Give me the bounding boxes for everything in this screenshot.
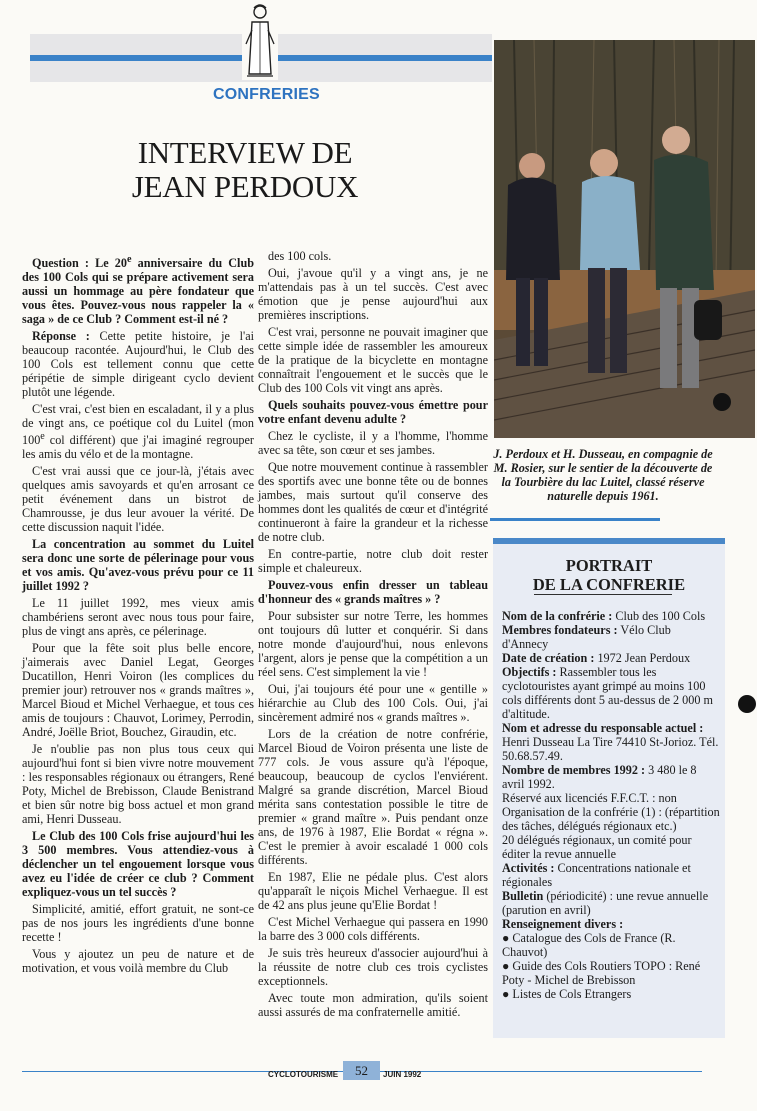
paragraph: La concentration au sommet du Luitel sera donc une sorte de pélerinage pour vous et vos amis. Qu'avez-vous prévu pour ce 11 juillet 1992 ? (22, 537, 254, 594)
margin-registration-dot (738, 695, 756, 713)
paragraph: Avec toute mon admiration, qu'ils soient aussi assurés de ma confraternelle amitié. (258, 991, 488, 1019)
paragraph: Le Club des 100 Cols frise aujourd'hui les 3 500 membres. Vous attendiez-vous à déclencher un tel engouement lorsque vous avez eu l'idée de créer ce club ? Comment expliquez-vous un tel succès ? (22, 829, 254, 900)
portrait-entry: Nombre de membres 1992 : 3 480 le 8 avril 1992. (502, 763, 697, 791)
paragraph: Lors de la création de notre confrérie, Marcel Bioud de Voiron présenta une liste de 777 cols. Je vous assure qu'à l'époque, beaucoup, beaucoup de cyclos l'enviérent. Malgré sa grande discrétion, Marcel Bioud mérita sans contestation possible le titre de premier « grand maître ». Puis pendant onze ans, de 1976 à 1987, Elie Bordat « régna ». C'est le premier à avoir escaladé 1 000 cols différents. (258, 727, 488, 867)
footer-date: JUIN 1992 (383, 1070, 422, 1079)
portrait-entry: Bulletin (périodicité) : une revue annuelle (parution en avril) (502, 889, 709, 917)
portrait-entry: Objectifs : Rassembler tous les cyclotouristes ayant grimpé au moins 100 cols différents dont 5 au-dessus de 2 000 m d'altitude. (502, 665, 713, 721)
caption-rule (490, 518, 660, 521)
paragraph: des 100 cols. (268, 249, 332, 263)
paragraph: Pour que la fête soit plus belle encore, j'aimerais avec Daniel Legat, Georges Ducatillon, Henri Voiron (les complices du premier jour) retrouver nos « grands maîtres », Marcel Bioud et Michel Verhaegue, et tous ces amis de toujours : Chauvot, Lorimey, Perrodin, André, Joëlle Briot, Bouchez, Giraudin, etc. (22, 641, 254, 740)
paragraph: C'est vrai aussi que ce jour-là, j'étais avec quelques amis savoyards et qu'en arrosant ce petit événement dans un bistrot de Chamrousse, je dus leur avouer la vérité. De cette discussion naquit l'idée. (22, 464, 254, 535)
portrait-entry: Date de création : 1972 Jean Perdoux (502, 651, 691, 665)
article-column-2 (258, 249, 488, 1022)
paragraph: Pour subsister sur notre Terre, les hommes ont toujours dû lutter et conquérir. Si dans notre monde d'aujourd'hui, nous enlevons l'argent, alors je pense que la compétition a un réel sens. C'est simplement la vie ! (258, 609, 488, 679)
paragraph: Oui, j'avoue qu'il y a vingt ans, je ne m'attendais pas à un tel succès. C'est avec émotion que je pense aujourd'hui aux premières inscriptions. (258, 266, 488, 322)
monk-figure-icon (242, 0, 278, 80)
paragraph: En 1987, Elie ne pédale plus. C'est alors qu'apparaît le niçois Michel Verhaegue. Il est de 42 ans plus jeune qu'Elie Bordat ! (258, 870, 488, 912)
portrait-title-line-2: DE LA CONFRERIE (532, 575, 686, 594)
paragraph: C'est vrai, c'est bien en escaladant, il y a plus de vingt ans, ce poétique col du Luitel (mon 100e col différent) que j'ai imaginé regrouper les amis du vélo et de la montagne. (22, 402, 254, 462)
title-line-2: JEAN PERDOUX (131, 169, 359, 204)
portrait-entry: Nom et adresse du responsable actuel : Henri Dusseau La Tire 74410 St-Jorioz. Tél. 50.68.57.49. (502, 721, 719, 763)
paragraph: Je suis très heureux d'associer aujourd'hui à la réussite de notre club ces trois cyclistes exceptionnels. (258, 946, 488, 988)
paragraph: Que notre mouvement continue à rassembler des sportifs avec une bonne tête ou de bonnes jambes, mais surtout qu'il conserve des hommes dont les qualités de cœur et d'intégrité continueront à faire la grandeur et la richesse de notre club. (258, 460, 488, 544)
paragraph: Vous y ajoutez un peu de nature et de motivation, et vous voilà membre du Club (22, 947, 254, 976)
portrait-title-rule (534, 594, 672, 595)
portrait-entry: 20 délégués régionaux, un comité pour éditer la revue annuelle (502, 833, 692, 861)
paragraph: Réponse : Cette petite histoire, je l'ai beaucoup racontée. Aujourd'hui, le Club des 100 Cols est tellement connu que cette péripétie de simple dirigeant cyclo devient plutôt une légende. (22, 329, 254, 400)
footer-magazine: CYCLOTOURISME (268, 1070, 339, 1079)
section-label: CONFRERIES (213, 86, 320, 103)
paragraph: Le 11 juillet 1992, mes vieux amis chambériens seront avec nous tous pour faire, plus de vingt ans après, ce pélerinage. (22, 596, 254, 639)
paragraph: Pouvez-vous enfin dresser un tableau d'honneur des « grands maîtres » ? (258, 578, 488, 606)
paragraph: Simplicité, amitié, effort gratuit, ne sont-ce pas de nos jours les ingrédients d'une bonne recette ! (22, 902, 254, 945)
paragraph: Quels souhaits pouvez-vous émettre pour votre enfant devenu adulte ? (258, 398, 488, 426)
article-column-1 (22, 253, 254, 978)
portrait-entry: ● Listes de Cols Etrangers (502, 987, 632, 1001)
paragraph: Question : Le 20e anniversaire du Club des 100 Cols qui se prépare activement sera aussi un hommage au père fondateur que vous êtes. Pouvez-vous nous rappeler la « saga » de ce Club ? Comment est-il né ? (22, 254, 254, 327)
paragraph: En contre-partie, notre club doit rester simple et chaleureux. (258, 547, 488, 575)
portrait-entry: Membres fondateurs : Vélo Club d'Annecy (502, 623, 671, 651)
portrait-title (493, 556, 725, 594)
paragraph: C'est vrai, personne ne pouvait imaginer que cette simple idée de rassembler les amoureux de la pratique de la bicyclette en montagne connaîtrait l'engouement et le succès que le Club des 100 Cols vit vingt ans après. (258, 325, 488, 395)
portrait-top-bar (493, 538, 725, 544)
article-title (110, 136, 380, 204)
photo-caption: J. Perdoux et H. Dusseau, en compagnie de M. Rosier, sur le sentier de la découverte de la Tourbière du lac Luitel, classé réserve naturelle depuis 1961. (493, 447, 713, 503)
portrait-entry: Réservé aux licenciés F.F.C.T. : non (502, 791, 677, 805)
portrait-entry: ● Guide des Cols Routiers TOPO : René Poty - Michel de Brebisson (502, 959, 701, 987)
paragraph: Je n'oublie pas non plus tous ceux qui aujourd'hui font si bien vivre notre mouvement : les responsables régionaux ou étrangers, René Poty, Michel de Brebisson, Claude Benistrand et bien sûr notre big boss actuel et mon grand ami, Henri Dusseau. (22, 742, 254, 827)
portrait-entry: Organisation de la confrérie (1) : (répartition des tâches, délégués régionaux etc.) (502, 805, 720, 833)
portrait-title-line-1: PORTRAIT (565, 556, 653, 575)
portrait-entries (502, 609, 720, 1001)
interview-photo (494, 40, 755, 438)
title-line-1: INTERVIEW DE (137, 135, 353, 170)
page-number: 52 (343, 1061, 380, 1080)
portrait-entry: Activités : Concentrations nationale et régionales (502, 861, 691, 889)
paragraph: Oui, j'ai toujours été pour une « gentille » hiérarchie au Club des 100 Cols. Oui, j'ai sincèrement admiré nos « grands maîtres ». (258, 682, 488, 724)
paragraph: C'est Michel Verhaegue qui passera en 1990 la barre des 3 000 cols différents. (258, 915, 488, 943)
portrait-entry: Nom de la confrérie : Club des 100 Cols (502, 609, 706, 623)
portrait-entry: Renseignement divers : (502, 917, 624, 931)
photo-registration-dot (713, 393, 731, 411)
paragraph: Chez le cycliste, il y a l'homme, l'homme avec sa tête, son cœur et ses jambes. (258, 429, 488, 457)
portrait-entry: ● Catalogue des Cols de France (R. Chauvot) (502, 931, 676, 959)
